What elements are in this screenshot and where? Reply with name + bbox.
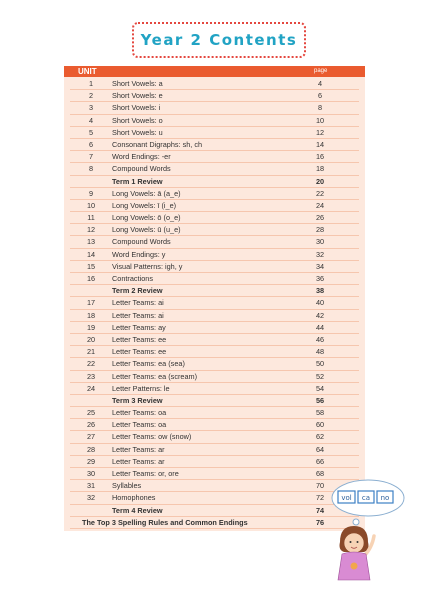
review-row xyxy=(64,517,365,529)
svg-text:ca: ca xyxy=(361,494,371,502)
page-number: 72 xyxy=(315,493,325,503)
page-number: 22 xyxy=(315,188,325,198)
page-number: 60 xyxy=(315,420,325,430)
unit-row xyxy=(64,444,365,456)
page-number: 74 xyxy=(315,505,325,515)
header-page: page xyxy=(314,68,328,74)
unit-row xyxy=(64,431,365,443)
page-number: 20 xyxy=(315,176,325,186)
unit-title: Letter Teams: ea (sea) xyxy=(112,359,185,369)
header-unit: UNIT xyxy=(78,67,97,76)
unit-title: Syllables xyxy=(112,481,142,491)
unit-title: Letter Teams: or, ore xyxy=(112,469,179,478)
unit-number: 31 xyxy=(86,481,96,491)
word-card-3 xyxy=(377,491,393,503)
unit-number: 21 xyxy=(86,347,96,357)
unit-title: Letter Teams: ar xyxy=(112,444,165,454)
child-with-word-cards-illustration xyxy=(328,476,408,586)
unit-number: 11 xyxy=(87,213,95,223)
page-number: 50 xyxy=(315,359,325,369)
unit-title: Letter Teams: ea (scream) xyxy=(112,371,198,381)
unit-number: 13 xyxy=(86,237,96,247)
unit-title: Letter Patterns: le xyxy=(112,383,170,393)
review-row xyxy=(64,285,365,297)
table-body xyxy=(64,77,365,531)
unit-title: Word Endings: -er xyxy=(112,152,171,162)
page-number: 76 xyxy=(315,517,325,527)
page-number: 54 xyxy=(315,383,325,393)
unit-title: Short Vowels: o xyxy=(112,115,163,125)
word-card-1 xyxy=(338,491,355,503)
unit-row xyxy=(64,127,365,139)
unit-row xyxy=(64,200,365,212)
unit-number: 9 xyxy=(88,188,94,198)
row-divider xyxy=(70,528,359,529)
unit-title: Letter Teams: oa xyxy=(112,408,167,418)
page-number: 42 xyxy=(315,310,325,320)
unit-number: 32 xyxy=(86,493,96,503)
unit-title: Long Vowels: ō (o_e) xyxy=(112,213,181,223)
page-number: 8 xyxy=(317,103,323,113)
unit-title: Long Vowels: ī (i_e) xyxy=(112,200,177,210)
table-header xyxy=(64,66,365,77)
page-number: 36 xyxy=(315,274,325,283)
page-number: 6 xyxy=(317,91,323,101)
unit-row xyxy=(64,115,365,127)
page-number: 56 xyxy=(315,395,325,405)
page-number: 16 xyxy=(315,152,325,162)
page-number: 14 xyxy=(315,139,325,149)
svg-text:no: no xyxy=(380,494,390,502)
page-number: 62 xyxy=(315,432,325,442)
unit-title: Term 3 Review xyxy=(112,395,163,405)
unit-row xyxy=(64,249,365,261)
unit-number: 30 xyxy=(86,469,96,478)
unit-title: Letter Teams: ay xyxy=(112,322,166,332)
unit-number: 15 xyxy=(86,261,96,271)
review-row xyxy=(64,505,365,517)
unit-row xyxy=(64,456,365,468)
unit-number: 26 xyxy=(86,420,96,430)
word-card-2 xyxy=(358,491,374,503)
unit-row xyxy=(64,480,365,492)
unit-title: Compound Words xyxy=(112,237,171,247)
unit-title: Letter Teams: ow (snow) xyxy=(112,432,192,442)
unit-row xyxy=(64,310,365,322)
unit-title: Letter Teams: oa xyxy=(112,420,167,430)
page-number: 26 xyxy=(315,213,325,223)
page-number: 48 xyxy=(315,347,325,357)
unit-title: Term 2 Review xyxy=(112,286,163,296)
contents-table xyxy=(64,66,365,531)
unit-number: 14 xyxy=(86,249,96,259)
unit-title: Letter Teams: ar xyxy=(112,456,165,466)
unit-row xyxy=(64,407,365,419)
unit-title: Visual Patterns: igh, y xyxy=(112,261,183,271)
page-number: 64 xyxy=(315,444,325,454)
page-number: 18 xyxy=(315,164,325,174)
unit-title: Homophones xyxy=(112,493,156,503)
page-number: 34 xyxy=(315,261,325,271)
unit-number: 29 xyxy=(86,456,96,466)
unit-row xyxy=(64,358,365,370)
unit-row xyxy=(64,78,365,90)
unit-row xyxy=(64,188,365,200)
page-number: 58 xyxy=(315,408,325,418)
unit-row xyxy=(64,224,365,236)
page-number: 12 xyxy=(315,127,325,137)
unit-row xyxy=(64,90,365,102)
review-row xyxy=(64,395,365,407)
unit-row xyxy=(64,297,365,309)
unit-number: 16 xyxy=(86,274,96,283)
unit-number: 17 xyxy=(86,298,96,308)
page-number: 66 xyxy=(315,456,325,466)
unit-title: Contractions xyxy=(112,274,153,283)
title-banner xyxy=(132,22,306,58)
unit-title: Compound Words xyxy=(112,164,171,174)
unit-row xyxy=(64,163,365,175)
review-row xyxy=(64,176,365,188)
page-number: 38 xyxy=(315,286,325,296)
unit-title: Long Vowels: ū (u_e) xyxy=(112,225,181,235)
unit-title: Letter Teams: ai xyxy=(112,298,164,308)
page-number: 44 xyxy=(315,322,325,332)
page-number: 28 xyxy=(315,225,325,235)
unit-row xyxy=(64,273,365,285)
unit-row xyxy=(64,261,365,273)
unit-row xyxy=(64,346,365,358)
page-number: 30 xyxy=(315,237,325,247)
unit-number: 28 xyxy=(86,444,96,454)
unit-number: 10 xyxy=(86,200,96,210)
unit-number: 12 xyxy=(86,225,96,235)
unit-number: 22 xyxy=(86,359,96,369)
unit-number: 24 xyxy=(86,383,96,393)
svg-text:vol: vol xyxy=(341,494,352,502)
unit-title: Short Vowels: e xyxy=(112,91,163,101)
unit-number: 19 xyxy=(86,322,96,332)
unit-title: Consonant Digraphs: sh, ch xyxy=(112,139,203,149)
unit-row xyxy=(64,383,365,395)
unit-row xyxy=(64,102,365,114)
unit-number: 7 xyxy=(88,152,94,162)
unit-number: 5 xyxy=(88,127,94,137)
page-number: 32 xyxy=(315,249,325,259)
unit-number: 4 xyxy=(88,115,94,125)
unit-row xyxy=(64,468,365,480)
page-number: 24 xyxy=(315,200,325,210)
unit-title: Letter Teams: ee xyxy=(112,334,167,344)
unit-row xyxy=(64,371,365,383)
unit-number: 27 xyxy=(86,432,96,442)
page-number: 40 xyxy=(315,298,325,308)
unit-title: Short Vowels: u xyxy=(112,127,163,137)
unit-number: 1 xyxy=(88,79,94,88)
page-number: 68 xyxy=(315,469,325,478)
unit-title: Term 4 Review xyxy=(112,505,163,515)
page-number: 4 xyxy=(317,79,323,88)
unit-row xyxy=(64,212,365,224)
unit-number: 23 xyxy=(86,371,96,381)
page-title: Year 2 Contents xyxy=(140,31,298,49)
unit-number: 20 xyxy=(86,334,96,344)
unit-row xyxy=(64,322,365,334)
unit-number: 25 xyxy=(86,408,96,418)
unit-row xyxy=(64,236,365,248)
unit-number: 8 xyxy=(88,164,94,174)
page-number: 10 xyxy=(315,115,325,125)
page-number: 46 xyxy=(315,334,325,344)
unit-title: Short Vowels: a xyxy=(112,79,163,88)
page-number: 52 xyxy=(315,371,325,381)
unit-row xyxy=(64,151,365,163)
unit-number: 2 xyxy=(88,91,94,101)
unit-title: The Top 3 Spelling Rules and Common Endings xyxy=(82,517,248,527)
unit-row xyxy=(64,419,365,431)
unit-title: Word Endings: y xyxy=(112,249,166,259)
unit-title: Letter Teams: ee xyxy=(112,347,167,357)
unit-number: 3 xyxy=(88,103,94,113)
unit-row xyxy=(64,492,365,504)
unit-row xyxy=(64,334,365,346)
page-number: 70 xyxy=(315,481,325,491)
unit-title: Term 1 Review xyxy=(112,176,163,186)
unit-row xyxy=(64,139,365,151)
unit-title: Short Vowels: i xyxy=(112,103,161,113)
unit-number: 6 xyxy=(88,139,94,149)
unit-title: Long Vowels: ā (a_e) xyxy=(112,188,181,198)
unit-title: Letter Teams: ai xyxy=(112,310,164,320)
unit-number: 18 xyxy=(86,310,96,320)
